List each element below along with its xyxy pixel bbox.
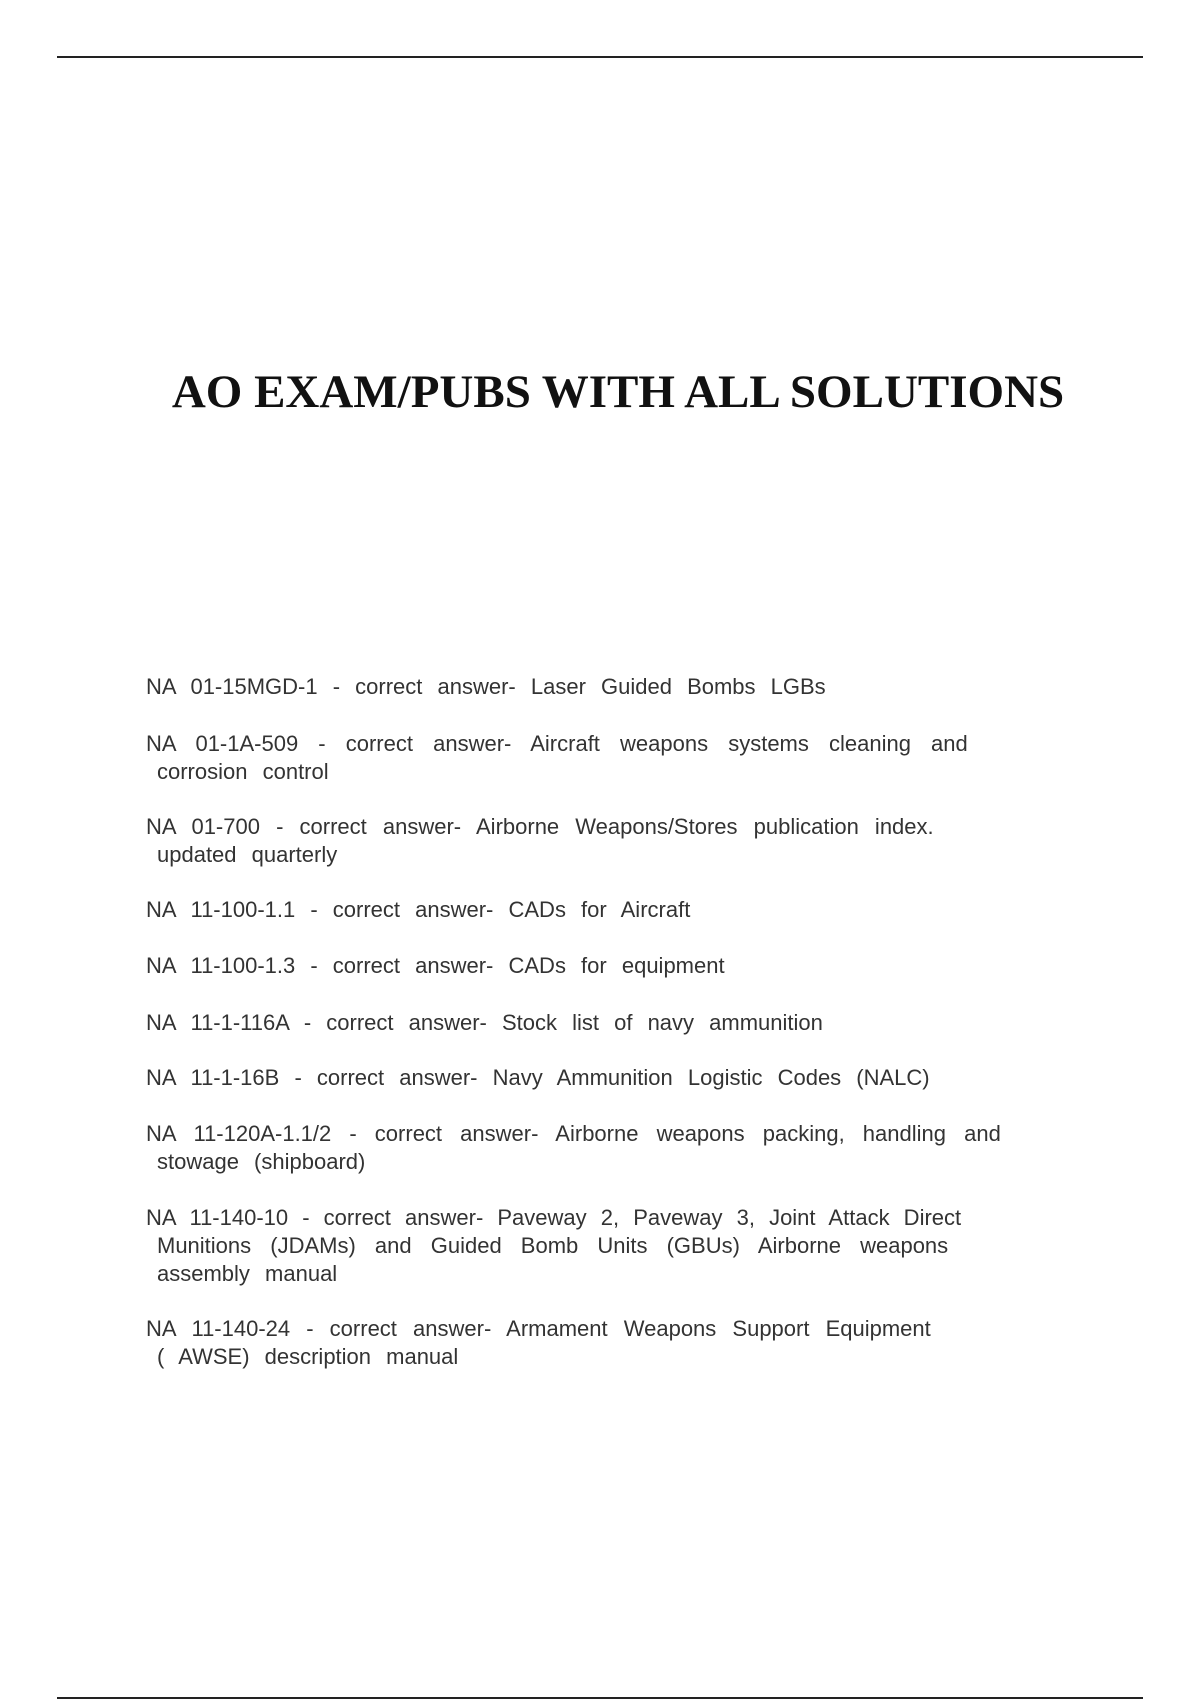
qa-line: NA 11-100-1.1 - correct answer- CADs for Aircraft xyxy=(146,897,691,922)
qa-item xyxy=(146,1204,1090,1288)
qa-line: NA 11-140-24 - correct answer- Armament Weapons Support Equipment xyxy=(146,1316,931,1341)
qa-item xyxy=(146,1120,1090,1176)
qa-item xyxy=(146,1315,1090,1371)
bottom-rule xyxy=(57,1697,1143,1699)
qa-line: NA 01-700 - correct answer- Airborne Weapons/Stores publication index. xyxy=(146,814,934,839)
document-title: AO EXAM/PUBS WITH ALL SOLUTIONS xyxy=(171,366,1065,418)
qa-line: NA 11-1-16B - correct answer- Navy Ammunition Logistic Codes (NALC) xyxy=(146,1065,930,1090)
qa-line: corrosion control xyxy=(157,759,329,784)
qa-item xyxy=(146,673,1090,701)
qa-item xyxy=(146,952,1090,980)
qa-item xyxy=(146,730,1090,786)
qa-item xyxy=(146,813,1090,869)
qa-line: NA 01-15MGD-1 - correct answer- Laser Guided Bombs LGBs xyxy=(146,674,826,699)
qa-item xyxy=(146,896,1090,924)
qa-line: Munitions (JDAMs) and Guided Bomb Units (GBUs) Airborne weapons xyxy=(157,1233,949,1258)
qa-item xyxy=(146,1009,1090,1037)
qa-line: NA 11-1-116A - correct answer- Stock list of navy ammunition xyxy=(146,1010,823,1035)
qa-line: updated quarterly xyxy=(157,842,338,867)
qa-line: ( AWSE) description manual xyxy=(157,1344,459,1369)
qa-line: NA 11-100-1.3 - correct answer- CADs for equipment xyxy=(146,953,725,978)
qa-line: NA 11-120A-1.1/2 - correct answer- Airborne weapons packing, handling and xyxy=(146,1121,1001,1146)
qa-line: NA 01-1A-509 - correct answer- Aircraft weapons systems cleaning and xyxy=(146,731,968,756)
qa-line: assembly manual xyxy=(157,1261,338,1286)
qa-line: stowage (shipboard) xyxy=(157,1149,366,1174)
qa-line: NA 11-140-10 - correct answer- Paveway 2, Paveway 3, Joint Attack Direct xyxy=(146,1205,962,1230)
top-rule xyxy=(57,56,1143,58)
qa-item xyxy=(146,1064,1090,1092)
